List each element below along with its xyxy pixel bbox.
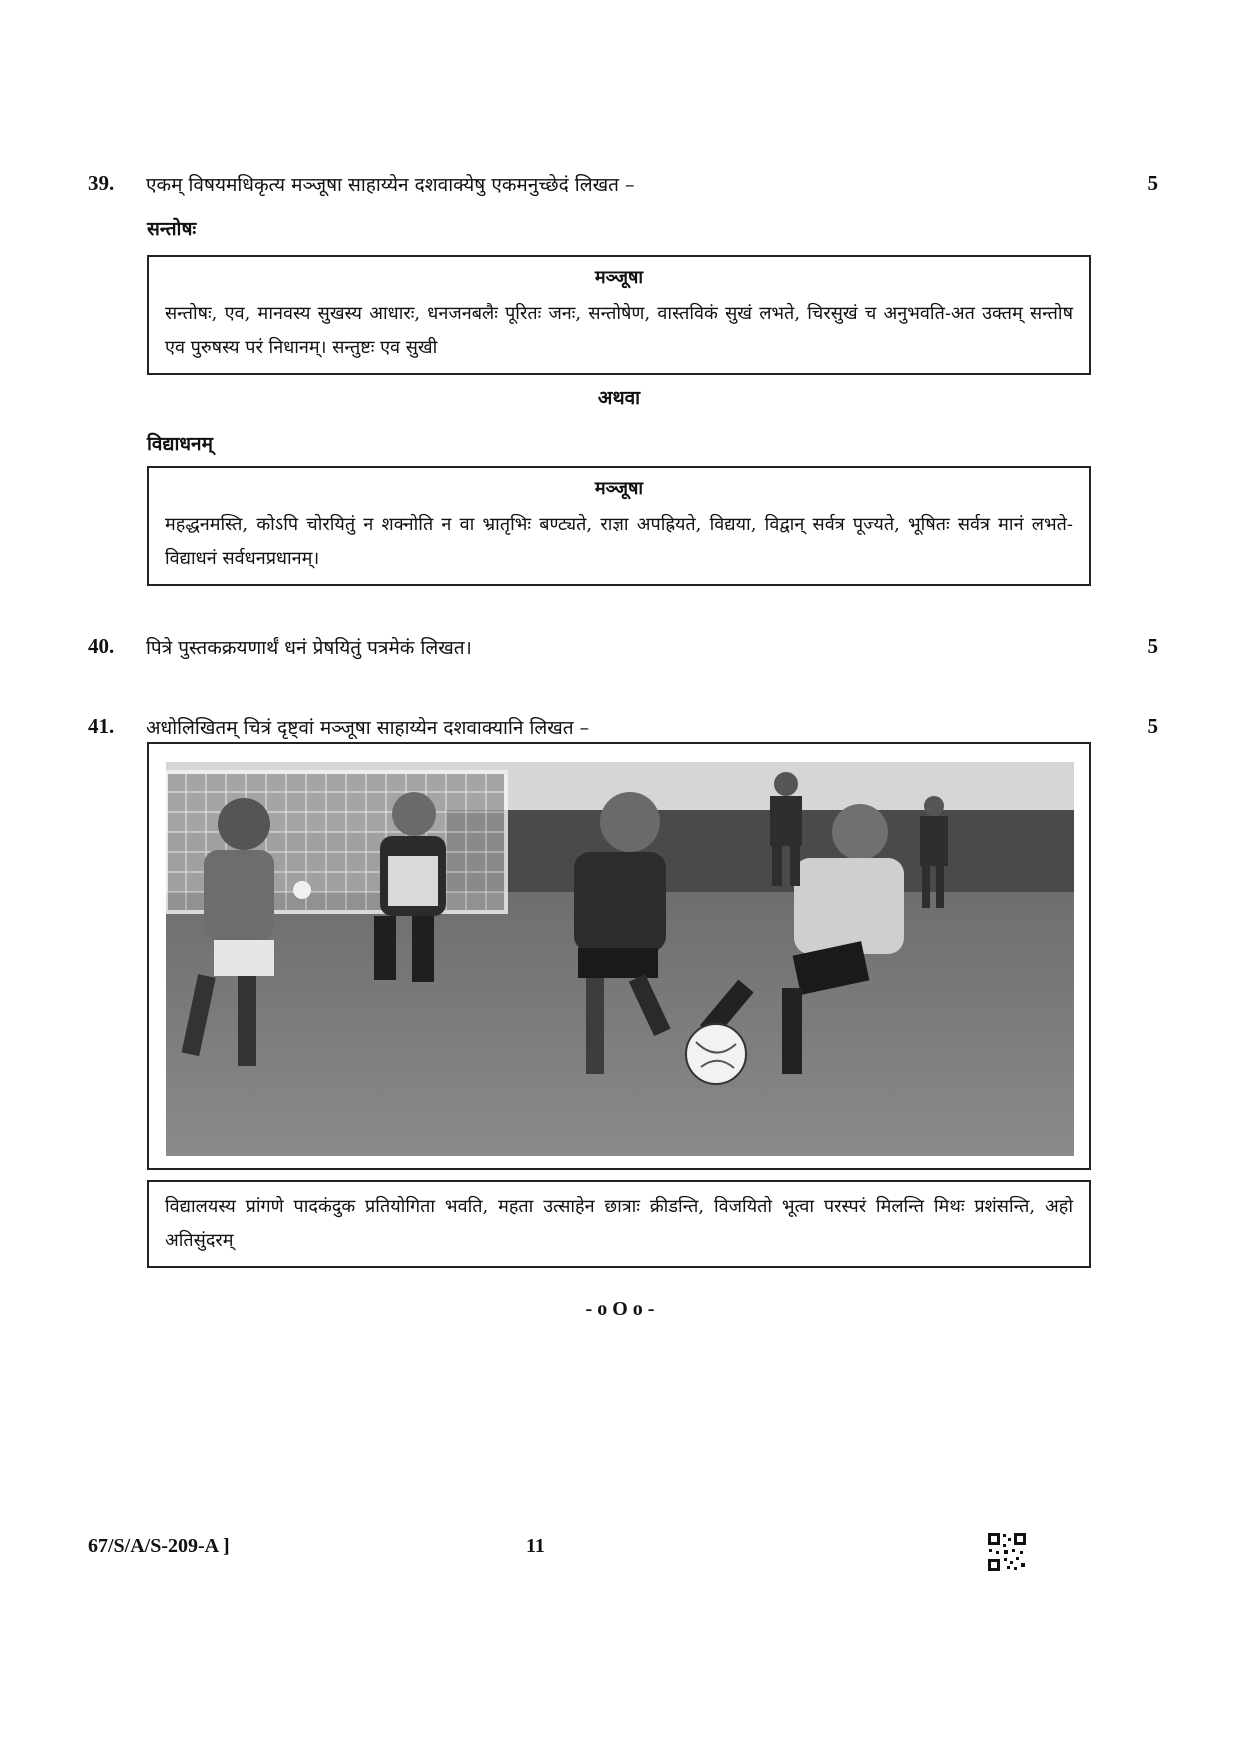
fence (446, 810, 1074, 898)
word-box-1 (147, 255, 1091, 375)
qr-code-icon (987, 1532, 1027, 1572)
end-of-paper-mark: - o O o - (585, 1298, 655, 1320)
page-number: 11 (526, 1535, 545, 1557)
question-marks: 5 (1147, 714, 1158, 738)
caption-box (147, 1180, 1091, 1268)
word-box-title: मञ्जूषा (594, 478, 644, 499)
question-number: 39. (88, 171, 115, 195)
question-text: एकम् विषयमधिकृत्य मञ्जूषा साहाय्येन दशवाक्येषु एकमनुच्छेदं लिखत – (146, 174, 635, 196)
word-box-text: सन्तोषः, एव, मानवस्य सुखस्य आधारः, धनजनबलैः पूरितः जनः, सन्तोषेण, वास्तविकं सुखं लभते, चिरसुखं च अनुभवति-अत उक्तम् सन्तोष एव पुरुषस्य परं निधानम्। सन्तुष्टः एव सुखी (165, 303, 1073, 358)
question-text: पित्रे पुस्तकक्रयणार्थं धनं प्रेषयितुं पत्रमेकं लिखत। (146, 637, 472, 659)
question-text: अधोलिखितम् चित्रं दृष्ट्वां मञ्जूषा साहाय्येन दशवाक्यानि लिखत – (146, 717, 590, 739)
question-marks: 5 (1147, 171, 1158, 195)
second-ball (293, 881, 311, 899)
question-marks: 5 (1147, 634, 1158, 658)
word-box-text: महद्धनमस्ति, कोऽपि चोरयितुं न शक्नोति न वा भ्रातृभिः बण्ट्यते, राज्ञा अपह्रियते, विद्यया, विद्वान् सर्वत्र पूज्यते, भूषितः सर्वत्र मानं लभते-विद्याधनं सर्वधनप्रधानम्। (165, 514, 1073, 569)
word-box-2 (147, 466, 1091, 586)
or-divider: अथवा (597, 387, 641, 409)
football-photo (166, 762, 1074, 1156)
paper-code: 67/S/A/S-209-A ] (88, 1535, 230, 1557)
topic-santosh: सन्तोषः (147, 218, 197, 240)
caption-text: विद्यालयस्य प्रांगणे पादकंदुक प्रतियोगिता भवति, महता उत्साहेन छात्राः क्रीडन्ति, विजयितो भूत्वा परस्परं मिलन्ति मिथः प्रशंसन्ति, अहो अतिसुंदरम् (165, 1196, 1073, 1251)
question-number: 40. (88, 634, 115, 658)
word-box-title: मञ्जूषा (594, 267, 644, 288)
question-number: 41. (88, 714, 115, 738)
photo-frame (147, 742, 1091, 1170)
football (686, 1024, 746, 1084)
topic-vidyadhanam: विद्याधनम् (147, 433, 213, 455)
